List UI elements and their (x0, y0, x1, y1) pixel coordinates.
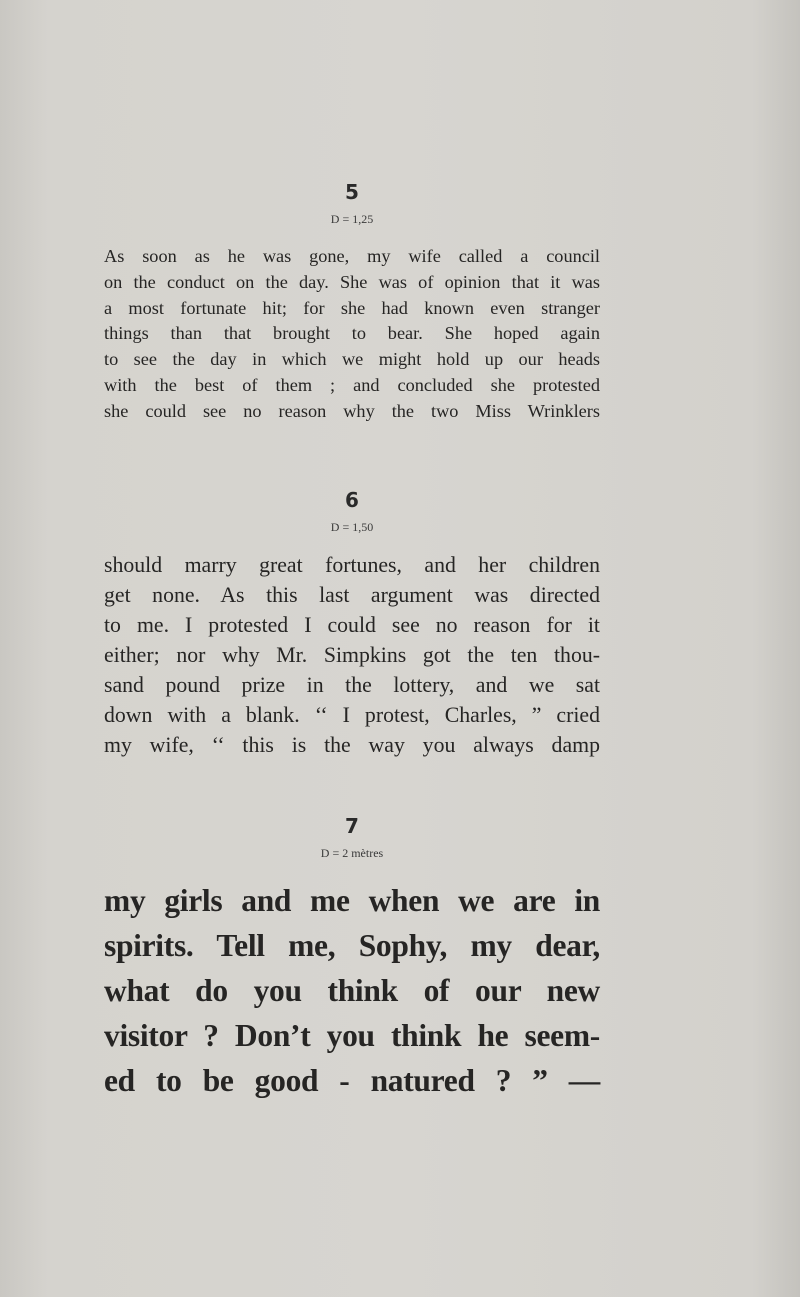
text-line: my wife, ‘‘ this is the way you always damp (104, 733, 600, 757)
text-line: on the conduct on the day. She was of opinion that it was (104, 271, 600, 292)
text-line: should marry great fortunes, and her children (104, 553, 600, 577)
text-line: with the best of them ; and concluded she protested (104, 374, 600, 395)
text-line: things than that brought to bear. She hoped again (104, 323, 600, 344)
passage-text (104, 878, 600, 1103)
text-line: ed to be good - natured ? ” — (104, 1063, 600, 1098)
text-line: to me. I protested I could see no reason for it (104, 613, 600, 637)
passage-text (104, 550, 600, 760)
reading-distance: D = 2 mètres (320, 846, 384, 860)
text-line: sand pound prize in the lottery, and we sat (104, 673, 600, 697)
passage-number: 6 (345, 488, 359, 512)
text-line: get none. As this last argument was directed (104, 583, 600, 607)
passage-text (104, 244, 600, 425)
text-line: a most fortunate hit; for she had known even stranger (104, 297, 600, 318)
text-line: what do you think of our new (104, 973, 600, 1008)
text-line: to see the day in which we might hold up our heads (104, 349, 600, 370)
passage-6 (104, 488, 600, 760)
passage-5 (104, 180, 600, 425)
passage-number: 7 (345, 814, 359, 838)
text-line: visitor ? Don’t you think he seem- (104, 1018, 600, 1053)
text-line: As soon as he was gone, my wife called a council (104, 246, 600, 266)
reading-distance: D = 1,50 (330, 520, 374, 534)
text-line: down with a blank. ‘‘ I protest, Charles, ” cried (104, 703, 600, 727)
text-line: either; nor why Mr. Simpkins got the ten thou- (104, 643, 600, 667)
text-line: my girls and me when we are in (104, 883, 600, 918)
text-line: spirits. Tell me, Sophy, my dear, (104, 928, 600, 963)
passage-number: 5 (345, 180, 359, 204)
reading-distance: D = 1,25 (330, 212, 374, 226)
passage-7 (104, 814, 600, 1103)
text-line: she could see no reason why the two Miss Wrinklers (104, 400, 600, 421)
